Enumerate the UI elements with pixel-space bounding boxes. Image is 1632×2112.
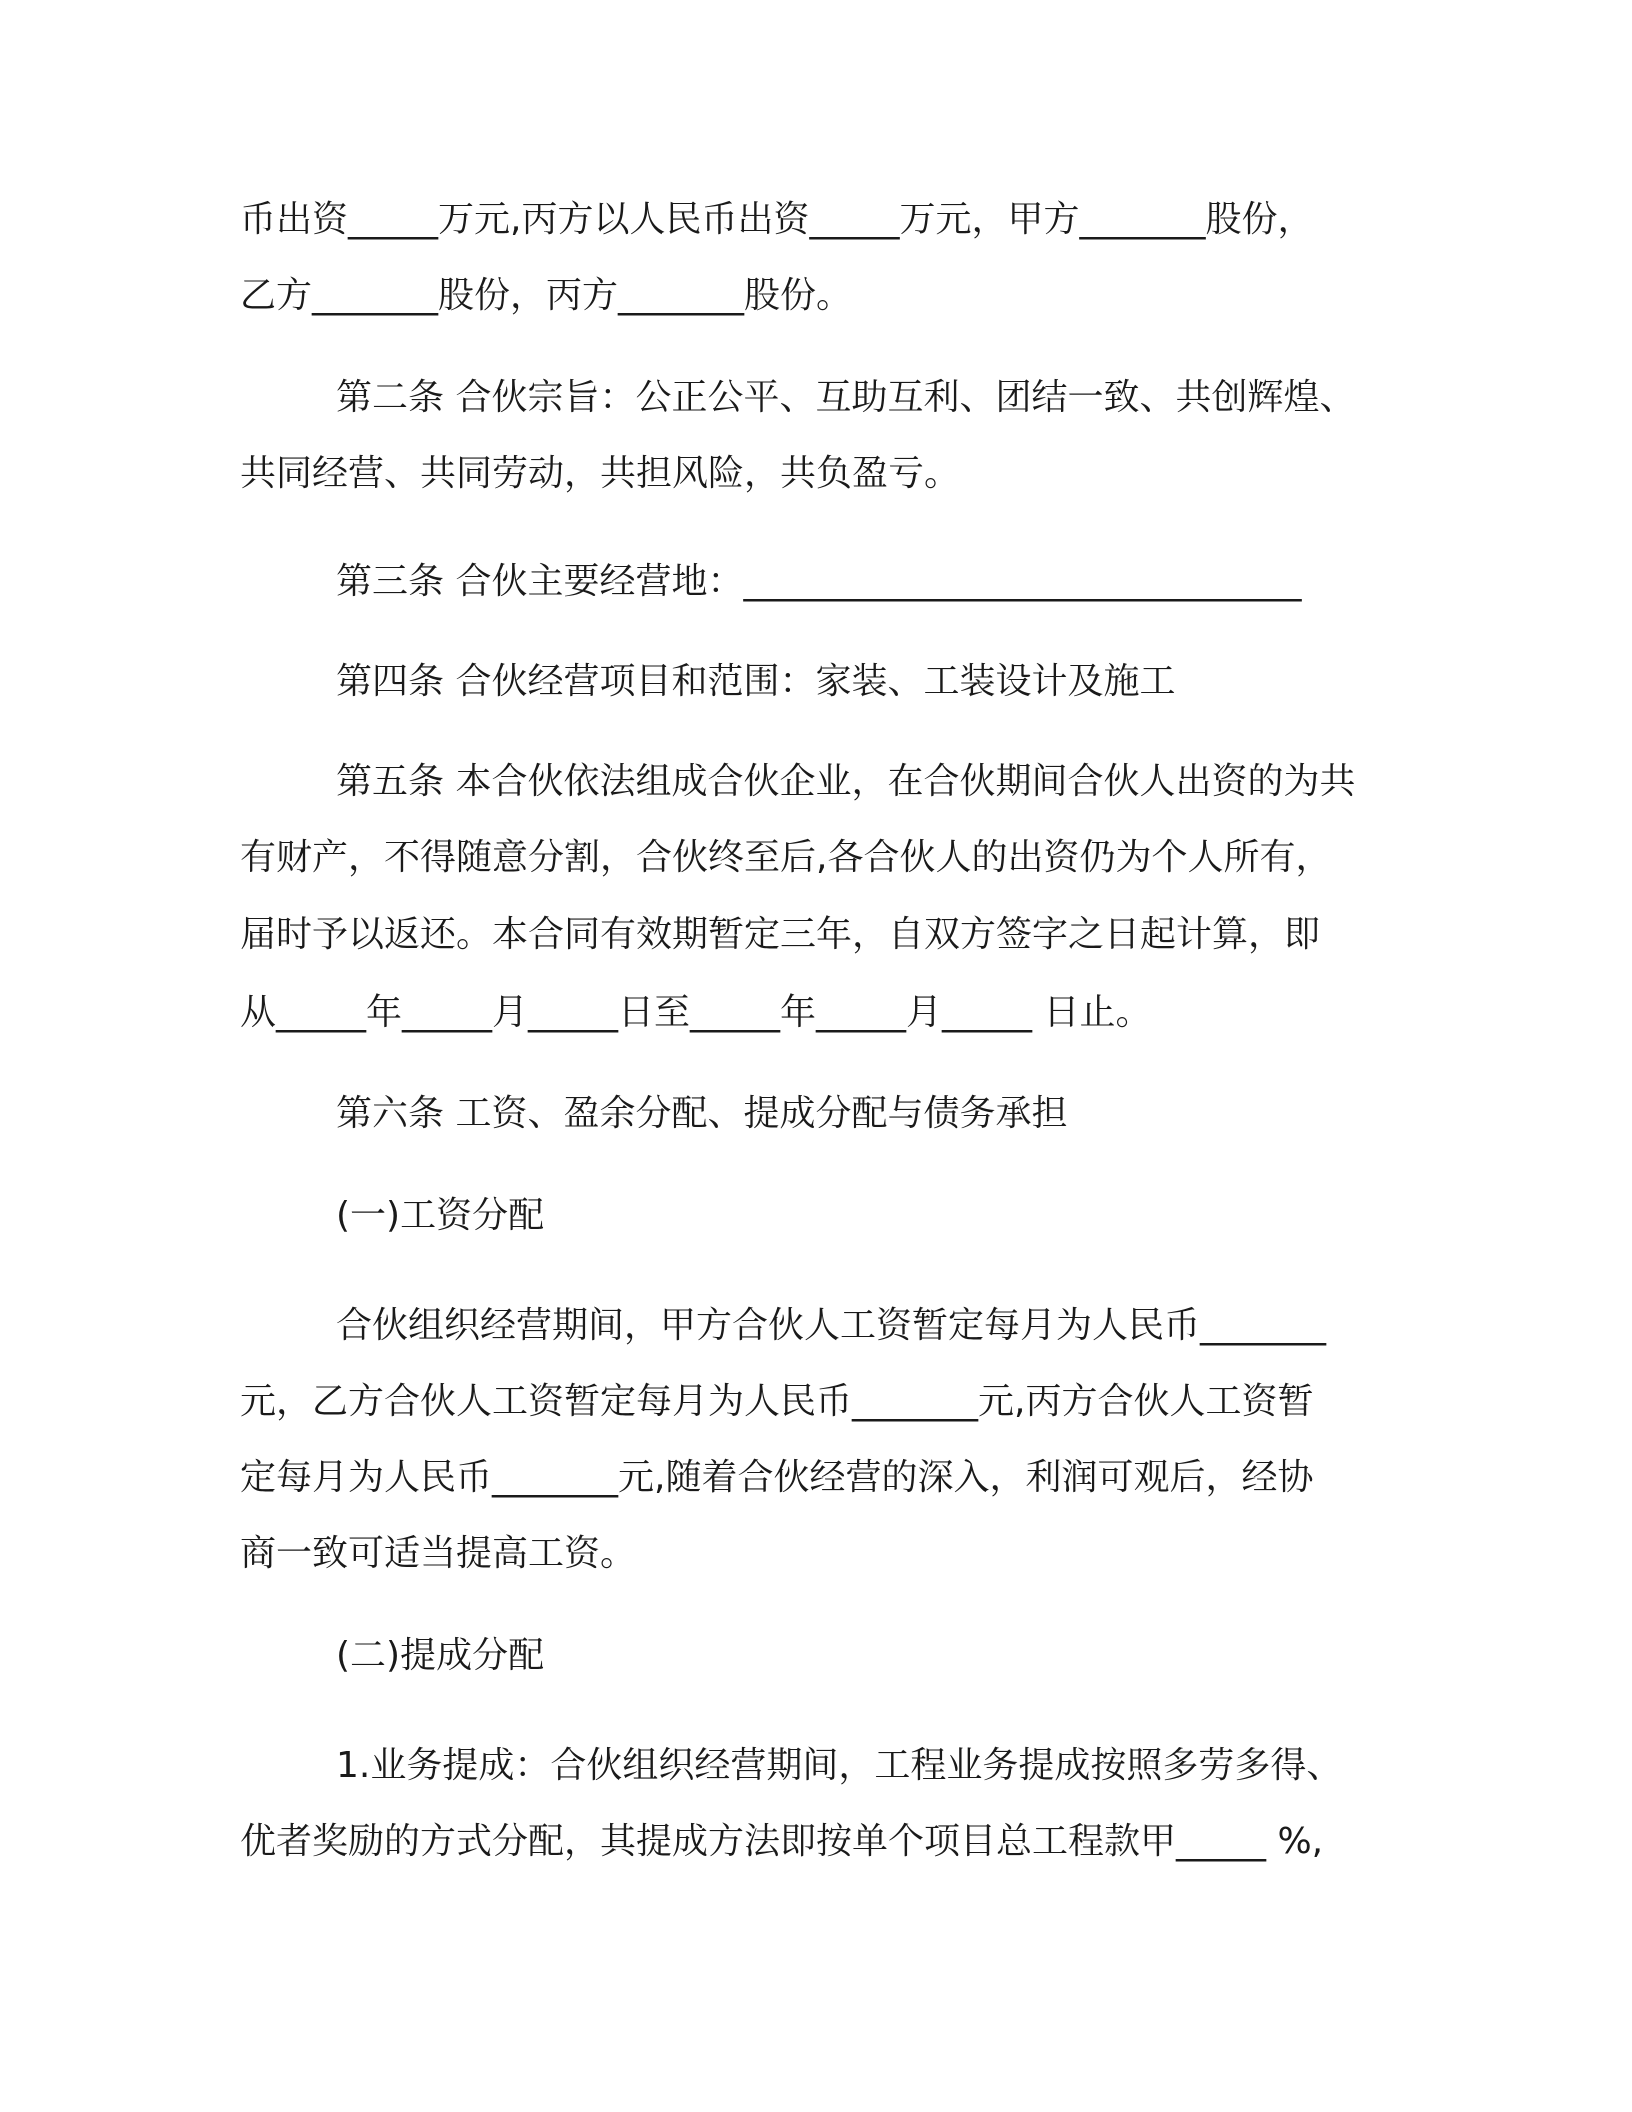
text-line: 从_____年_____月_____日至_____年_____月_____ 日止。 — [240, 992, 1152, 1033]
text-line: 乙方_______股份，丙方_______股份。 — [240, 275, 853, 316]
text-line: 元，乙方合伙人工资暂定每月为人民币_______元,丙方合伙人工资暂 — [240, 1381, 1314, 1422]
text-line: 共同经营、共同劳动，共担风险，共负盈亏。 — [240, 453, 961, 494]
text-line: 有财产，不得随意分割，合伙终至后,各合伙人的出资仍为个人所有， — [240, 837, 1332, 878]
clause-6: 第六条 工资、盈余分配、提成分配与债务承担 — [336, 1093, 1068, 1134]
text-line: 1.业务提成：合伙组织经营期间，工程业务提成按照多劳多得、 — [336, 1745, 1343, 1786]
clause-2: 第二条 合伙宗旨：公正公平、互助互利、团结一致、共创辉煌、 — [336, 377, 1356, 418]
section-heading: (一)工资分配 — [336, 1195, 545, 1236]
text-line: 定每月为人民币_______元,随着合伙经营的深入，利润可观后，经协 — [240, 1457, 1314, 1498]
text-line: 合伙组织经营期间，甲方合伙人工资暂定每月为人民币_______ — [336, 1305, 1327, 1346]
clause-5: 第五条 本合伙依法组成合伙企业，在合伙期间合伙人出资的为共 — [336, 761, 1356, 802]
text-line: 届时予以返还。本合同有效期暂定三年，自双方签字之日起计算，即 — [240, 914, 1321, 955]
text-line: 商一致可适当提高工资。 — [240, 1533, 637, 1574]
text-line: 币出资_____万元,丙方以人民币出资_____万元，甲方_______股份， — [240, 199, 1314, 240]
text-line: 优者奖励的方式分配，其提成方法即按单个项目总工程款甲_____ %, — [240, 1821, 1324, 1862]
clause-3: 第三条 合伙主要经营地：_______________________________ — [336, 561, 1302, 602]
section-heading: (二)提成分配 — [336, 1635, 545, 1676]
clause-4: 第四条 合伙经营项目和范围：家装、工装设计及施工 — [336, 661, 1176, 702]
